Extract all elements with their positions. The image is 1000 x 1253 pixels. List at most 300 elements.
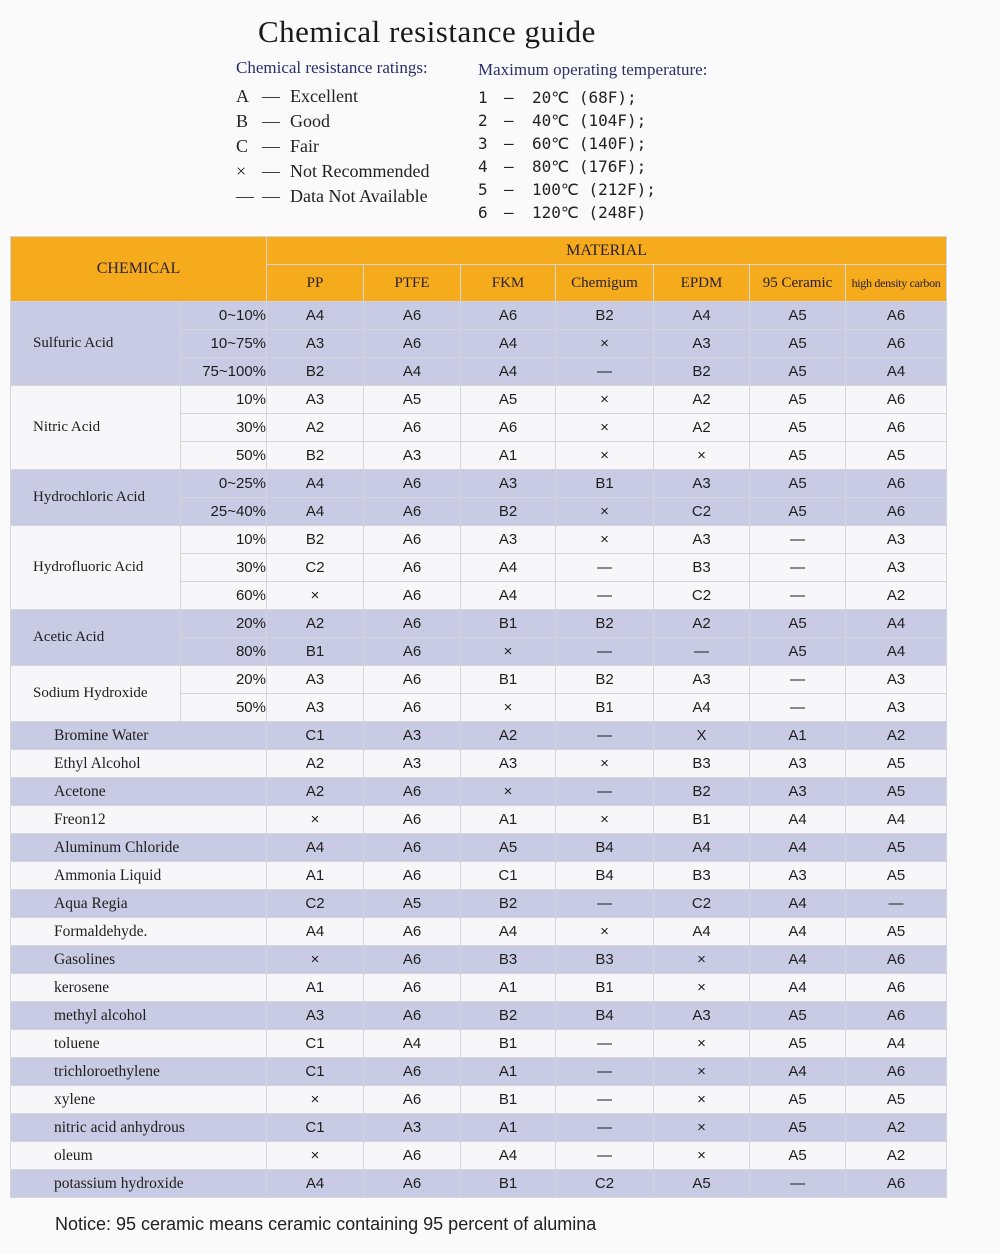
rating-cell: — — [750, 1170, 846, 1198]
rating-cell: A6 — [364, 946, 461, 974]
rating-cell: — — [556, 554, 654, 582]
legend-code: × — [236, 161, 247, 181]
rating-cell: A2 — [654, 610, 750, 638]
rating-cell: A5 — [750, 610, 846, 638]
rating-cell: A6 — [364, 1002, 461, 1030]
chemical-name: potassium hydroxide — [11, 1170, 267, 1198]
rating-cell: A3 — [364, 750, 461, 778]
rating-cell: B1 — [461, 1086, 556, 1114]
rating-cell: A4 — [267, 302, 364, 330]
rating-cell: A5 — [750, 1114, 846, 1142]
concentration: 30% — [181, 554, 267, 582]
legend-dash: — — [504, 134, 514, 153]
rating-cell: A5 — [750, 470, 846, 498]
rating-cell: A5 — [846, 750, 947, 778]
rating-cell: A6 — [364, 302, 461, 330]
rating-cell: A5 — [461, 834, 556, 862]
concentration: 0~10% — [181, 302, 267, 330]
rating-cell: A6 — [364, 1058, 461, 1086]
rating-cell: A5 — [750, 498, 846, 526]
table-row — [11, 526, 947, 554]
rating-cell: A3 — [654, 330, 750, 358]
rating-cell: B1 — [556, 974, 654, 1002]
chemical-name: Ammonia Liquid — [11, 862, 267, 890]
chemical-name: Gasolines — [11, 946, 267, 974]
rating-cell: A5 — [750, 330, 846, 358]
legend-label: 20℃ (68F); — [532, 88, 637, 107]
chemical-name: toluene — [11, 1030, 267, 1058]
rating-cell: A2 — [267, 414, 364, 442]
legend-code: A — [236, 86, 249, 106]
chemical-name: Aluminum Chloride — [11, 834, 267, 862]
legend-dash: — — [262, 136, 280, 156]
temperature-heading: Maximum operating temperature: — [478, 60, 708, 79]
table-row — [11, 666, 947, 694]
chemical-name: Aqua Regia — [11, 890, 267, 918]
rating-cell: A4 — [461, 330, 556, 358]
rating-cell: A2 — [267, 778, 364, 806]
rating-cell: A5 — [654, 1170, 750, 1198]
rating-cell: B3 — [461, 946, 556, 974]
chemical-name: Bromine Water — [11, 722, 267, 750]
rating-cell: B2 — [654, 778, 750, 806]
legend-code: 4 — [478, 157, 488, 176]
notice-text: Notice: 95 ceramic means ceramic containing 95 percent of alumina — [55, 1214, 597, 1234]
rating-cell: — — [556, 1114, 654, 1142]
rating-cell: A2 — [267, 750, 364, 778]
rating-cell: A1 — [461, 1058, 556, 1086]
rating-cell: × — [556, 918, 654, 946]
rating-cell: A1 — [461, 1114, 556, 1142]
concentration: 10% — [181, 526, 267, 554]
rating-cell: A5 — [750, 386, 846, 414]
rating-cell: B2 — [267, 442, 364, 470]
rating-cell: B4 — [556, 834, 654, 862]
rating-cell: A6 — [364, 1142, 461, 1170]
rating-cell: A5 — [364, 890, 461, 918]
rating-cell: A6 — [846, 1170, 947, 1198]
rating-cell: A4 — [267, 1170, 364, 1198]
rating-cell: × — [267, 1142, 364, 1170]
legend-item — [236, 84, 429, 109]
rating-cell: A4 — [654, 834, 750, 862]
concentration: 25~40% — [181, 498, 267, 526]
rating-cell: A6 — [364, 638, 461, 666]
rating-cell: × — [556, 498, 654, 526]
legend-code: 1 — [478, 88, 488, 107]
rating-cell: A6 — [461, 414, 556, 442]
legend-code: 5 — [478, 180, 488, 199]
material-header: MATERIAL — [267, 237, 947, 265]
material-column-header: 95 Ceramic — [750, 265, 846, 302]
table-row — [11, 1058, 947, 1086]
chemical-name: Ethyl Alcohol — [11, 750, 267, 778]
rating-cell: A6 — [846, 974, 947, 1002]
chemical-name: xylene — [11, 1086, 267, 1114]
rating-cell: × — [267, 1086, 364, 1114]
legend-item — [478, 132, 707, 155]
concentration: 60% — [181, 582, 267, 610]
rating-cell: A4 — [750, 806, 846, 834]
rating-cell: — — [556, 1086, 654, 1114]
table-row — [11, 1142, 947, 1170]
table-row — [11, 778, 947, 806]
concentration: 20% — [181, 610, 267, 638]
legend-label: 60℃ (140F); — [532, 134, 647, 153]
legend-dash: — — [262, 111, 280, 131]
rating-cell: A3 — [846, 526, 947, 554]
rating-cell: B2 — [556, 302, 654, 330]
chemical-name: Formaldehyde. — [11, 918, 267, 946]
rating-cell: A5 — [750, 414, 846, 442]
rating-cell: B3 — [654, 862, 750, 890]
rating-cell: A2 — [461, 722, 556, 750]
rating-cell: A3 — [364, 722, 461, 750]
rating-cell: — — [556, 1058, 654, 1086]
rating-cell: A4 — [750, 918, 846, 946]
rating-cell: B1 — [654, 806, 750, 834]
rating-cell: A6 — [846, 1058, 947, 1086]
rating-cell: A6 — [846, 470, 947, 498]
rating-cell: A3 — [267, 666, 364, 694]
rating-cell: B1 — [461, 666, 556, 694]
table-row — [11, 1170, 947, 1198]
rating-cell: × — [556, 414, 654, 442]
legend-item — [478, 201, 707, 224]
rating-cell: A1 — [750, 722, 846, 750]
legend-code: 2 — [478, 111, 488, 130]
rating-cell: × — [654, 442, 750, 470]
legend-item — [236, 184, 429, 209]
table-row — [11, 890, 947, 918]
rating-cell: B4 — [556, 1002, 654, 1030]
rating-cell: A4 — [846, 610, 947, 638]
rating-cell: A3 — [846, 554, 947, 582]
rating-cell: B1 — [556, 470, 654, 498]
rating-cell: A3 — [654, 666, 750, 694]
rating-cell: A6 — [364, 862, 461, 890]
rating-cell: A6 — [846, 330, 947, 358]
table-row — [11, 806, 947, 834]
rating-cell: B2 — [461, 1002, 556, 1030]
chemical-name: Freon12 — [11, 806, 267, 834]
material-column-header: high density carbon — [846, 265, 947, 302]
table-row — [11, 862, 947, 890]
rating-cell: B2 — [556, 666, 654, 694]
rating-cell: B3 — [654, 554, 750, 582]
chemical-name: Sulfuric Acid — [11, 302, 181, 386]
rating-cell: A3 — [654, 1002, 750, 1030]
rating-cell: A6 — [846, 1002, 947, 1030]
rating-cell: A6 — [846, 946, 947, 974]
rating-cell: C1 — [267, 1030, 364, 1058]
concentration: 30% — [181, 414, 267, 442]
table-row — [11, 722, 947, 750]
rating-cell: A3 — [750, 778, 846, 806]
resistance-table — [10, 236, 947, 1198]
rating-cell: C2 — [654, 582, 750, 610]
rating-cell: — — [556, 1030, 654, 1058]
rating-cell: B1 — [461, 1170, 556, 1198]
legend-dash: — — [504, 157, 514, 176]
table-row — [11, 1114, 947, 1142]
legend-item — [478, 86, 707, 109]
rating-cell: B3 — [556, 946, 654, 974]
legend-dash: — — [262, 186, 280, 206]
rating-cell: A2 — [846, 1142, 947, 1170]
rating-cell: C2 — [267, 554, 364, 582]
rating-cell: B1 — [267, 638, 364, 666]
concentration: 20% — [181, 666, 267, 694]
rating-cell: × — [461, 638, 556, 666]
rating-cell: A5 — [750, 442, 846, 470]
rating-cell: × — [556, 442, 654, 470]
rating-cell: A3 — [267, 694, 364, 722]
rating-cell: A3 — [267, 386, 364, 414]
concentration: 10% — [181, 386, 267, 414]
rating-cell: A2 — [846, 582, 947, 610]
chemical-name: trichloroethylene — [11, 1058, 267, 1086]
rating-cell: B3 — [654, 750, 750, 778]
rating-cell: — — [654, 638, 750, 666]
rating-cell: B2 — [654, 358, 750, 386]
rating-cell: C2 — [556, 1170, 654, 1198]
rating-cell: A5 — [750, 358, 846, 386]
legend-label: 120℃ (248F) — [532, 203, 647, 222]
rating-cell: — — [556, 890, 654, 918]
concentration: 10~75% — [181, 330, 267, 358]
rating-cell: — — [556, 722, 654, 750]
rating-cell: A5 — [750, 302, 846, 330]
legend-code: 6 — [478, 203, 488, 222]
rating-cell: A4 — [750, 946, 846, 974]
rating-cell: A4 — [461, 1142, 556, 1170]
rating-cell: C2 — [654, 890, 750, 918]
rating-cell: — — [556, 358, 654, 386]
temperature-legend — [478, 60, 707, 224]
legend-dash: — — [504, 180, 514, 199]
rating-cell: × — [556, 330, 654, 358]
rating-cell: A3 — [267, 1002, 364, 1030]
rating-cell: — — [750, 526, 846, 554]
rating-cell: — — [846, 890, 947, 918]
page-title: Chemical resistance guide — [258, 14, 596, 49]
rating-cell: A5 — [846, 1086, 947, 1114]
ratings-heading: Chemical resistance ratings: — [236, 58, 428, 77]
rating-cell: A4 — [846, 358, 947, 386]
rating-cell: B2 — [267, 526, 364, 554]
rating-cell: A6 — [364, 806, 461, 834]
legend-item — [478, 109, 707, 132]
rating-cell: A4 — [750, 834, 846, 862]
rating-cell: X — [654, 722, 750, 750]
rating-cell: A6 — [461, 302, 556, 330]
rating-cell: A6 — [364, 330, 461, 358]
rating-cell: A4 — [750, 974, 846, 1002]
rating-cell: A3 — [654, 470, 750, 498]
rating-cell: A3 — [364, 1114, 461, 1142]
table-row — [11, 834, 947, 862]
rating-cell: × — [654, 974, 750, 1002]
rating-cell: A5 — [750, 1002, 846, 1030]
rating-cell: A4 — [461, 918, 556, 946]
rating-cell: A6 — [364, 470, 461, 498]
concentration: 50% — [181, 694, 267, 722]
material-column-header: PTFE — [364, 265, 461, 302]
rating-cell: A4 — [267, 834, 364, 862]
rating-cell: — — [556, 638, 654, 666]
rating-cell: × — [654, 1058, 750, 1086]
rating-cell: B1 — [461, 1030, 556, 1058]
table-row — [11, 470, 947, 498]
legend-label: Data Not Available — [290, 186, 428, 206]
rating-cell: A5 — [750, 1030, 846, 1058]
ratings-legend — [236, 58, 429, 209]
rating-cell: A4 — [267, 470, 364, 498]
rating-cell: B2 — [461, 498, 556, 526]
rating-cell: A6 — [846, 386, 947, 414]
rating-cell: A4 — [654, 694, 750, 722]
rating-cell: A2 — [846, 1114, 947, 1142]
rating-cell: B1 — [556, 694, 654, 722]
rating-cell: A3 — [846, 694, 947, 722]
rating-cell: — — [750, 554, 846, 582]
rating-cell: — — [750, 666, 846, 694]
rating-cell: A6 — [364, 918, 461, 946]
rating-cell: A4 — [654, 302, 750, 330]
legend-label: 40℃ (104F); — [532, 111, 647, 130]
chemical-name: kerosene — [11, 974, 267, 1002]
rating-cell: × — [267, 946, 364, 974]
rating-cell: A6 — [364, 834, 461, 862]
rating-cell: A5 — [846, 862, 947, 890]
rating-cell: C1 — [267, 1058, 364, 1086]
rating-cell: C2 — [654, 498, 750, 526]
rating-cell: A3 — [750, 862, 846, 890]
legend-label: 100℃ (212F); — [532, 180, 656, 199]
rating-cell: × — [556, 526, 654, 554]
rating-cell: A4 — [846, 806, 947, 834]
rating-cell: A4 — [364, 1030, 461, 1058]
table-row — [11, 918, 947, 946]
material-column-header: Chemigum — [556, 265, 654, 302]
chemical-name: Acetone — [11, 778, 267, 806]
rating-cell: A6 — [364, 526, 461, 554]
chemical-name: Acetic Acid — [11, 610, 181, 666]
legend-item — [236, 109, 429, 134]
rating-cell: A4 — [846, 1030, 947, 1058]
rating-cell: A2 — [267, 610, 364, 638]
rating-cell: A5 — [750, 1142, 846, 1170]
rating-cell: A4 — [654, 918, 750, 946]
rating-cell: A1 — [461, 974, 556, 1002]
rating-cell: A6 — [364, 1086, 461, 1114]
legend-label: 80℃ (176F); — [532, 157, 647, 176]
rating-cell: A6 — [364, 666, 461, 694]
rating-cell: — — [556, 778, 654, 806]
rating-cell: B2 — [556, 610, 654, 638]
legend-dash: — — [504, 88, 514, 107]
rating-cell: A3 — [461, 526, 556, 554]
rating-cell: A4 — [461, 554, 556, 582]
table-row — [11, 946, 947, 974]
rating-cell: A1 — [461, 442, 556, 470]
rating-cell: A3 — [364, 442, 461, 470]
rating-cell: A6 — [364, 694, 461, 722]
rating-cell: A1 — [461, 806, 556, 834]
legend-label: Good — [290, 111, 330, 131]
rating-cell: B1 — [461, 610, 556, 638]
rating-cell: × — [654, 1030, 750, 1058]
rating-cell: A6 — [846, 302, 947, 330]
rating-cell: A6 — [364, 610, 461, 638]
legend-label: Fair — [290, 136, 319, 156]
rating-cell: × — [654, 946, 750, 974]
rating-cell: A5 — [846, 834, 947, 862]
rating-cell: A6 — [364, 554, 461, 582]
legend-item — [236, 159, 429, 184]
rating-cell: — — [750, 694, 846, 722]
legend-dash: — — [504, 111, 514, 130]
rating-cell: A2 — [846, 722, 947, 750]
legend-dash: — — [262, 161, 280, 181]
legend-code: — — [236, 186, 254, 206]
rating-cell: A4 — [846, 638, 947, 666]
rating-cell: A4 — [750, 1058, 846, 1086]
rating-cell: A1 — [267, 974, 364, 1002]
rating-cell: B2 — [461, 890, 556, 918]
table-row — [11, 1086, 947, 1114]
material-column-header: EPDM — [654, 265, 750, 302]
rating-cell: A5 — [461, 386, 556, 414]
rating-cell: A3 — [654, 526, 750, 554]
rating-cell: × — [556, 386, 654, 414]
rating-cell: C1 — [267, 1114, 364, 1142]
rating-cell: × — [461, 778, 556, 806]
rating-cell: A2 — [654, 414, 750, 442]
rating-cell: C2 — [267, 890, 364, 918]
legend-dash: — — [504, 203, 514, 222]
chemical-name: Hydrofluoric Acid — [11, 526, 181, 610]
chemical-name: oleum — [11, 1142, 267, 1170]
rating-cell: A6 — [846, 414, 947, 442]
legend-item — [236, 134, 429, 159]
rating-cell: A3 — [461, 750, 556, 778]
rating-cell: A3 — [846, 666, 947, 694]
concentration: 80% — [181, 638, 267, 666]
table-row — [11, 302, 947, 330]
table-row — [11, 750, 947, 778]
rating-cell: A6 — [364, 582, 461, 610]
legend-code: C — [236, 136, 249, 156]
rating-cell: × — [267, 582, 364, 610]
legend-code: 3 — [478, 134, 488, 153]
chemical-name: Hydrochloric Acid — [11, 470, 181, 526]
concentration: 50% — [181, 442, 267, 470]
rating-cell: A6 — [364, 1170, 461, 1198]
rating-cell: × — [654, 1142, 750, 1170]
rating-cell: × — [654, 1086, 750, 1114]
rating-cell: × — [556, 806, 654, 834]
rating-cell: A6 — [846, 498, 947, 526]
rating-cell: A4 — [750, 890, 846, 918]
rating-cell: A4 — [364, 358, 461, 386]
rating-cell: C1 — [267, 722, 364, 750]
table-row — [11, 1002, 947, 1030]
chemical-name: Sodium Hydroxide — [11, 666, 181, 722]
legend-dash: — — [262, 86, 280, 106]
rating-cell: A5 — [750, 638, 846, 666]
